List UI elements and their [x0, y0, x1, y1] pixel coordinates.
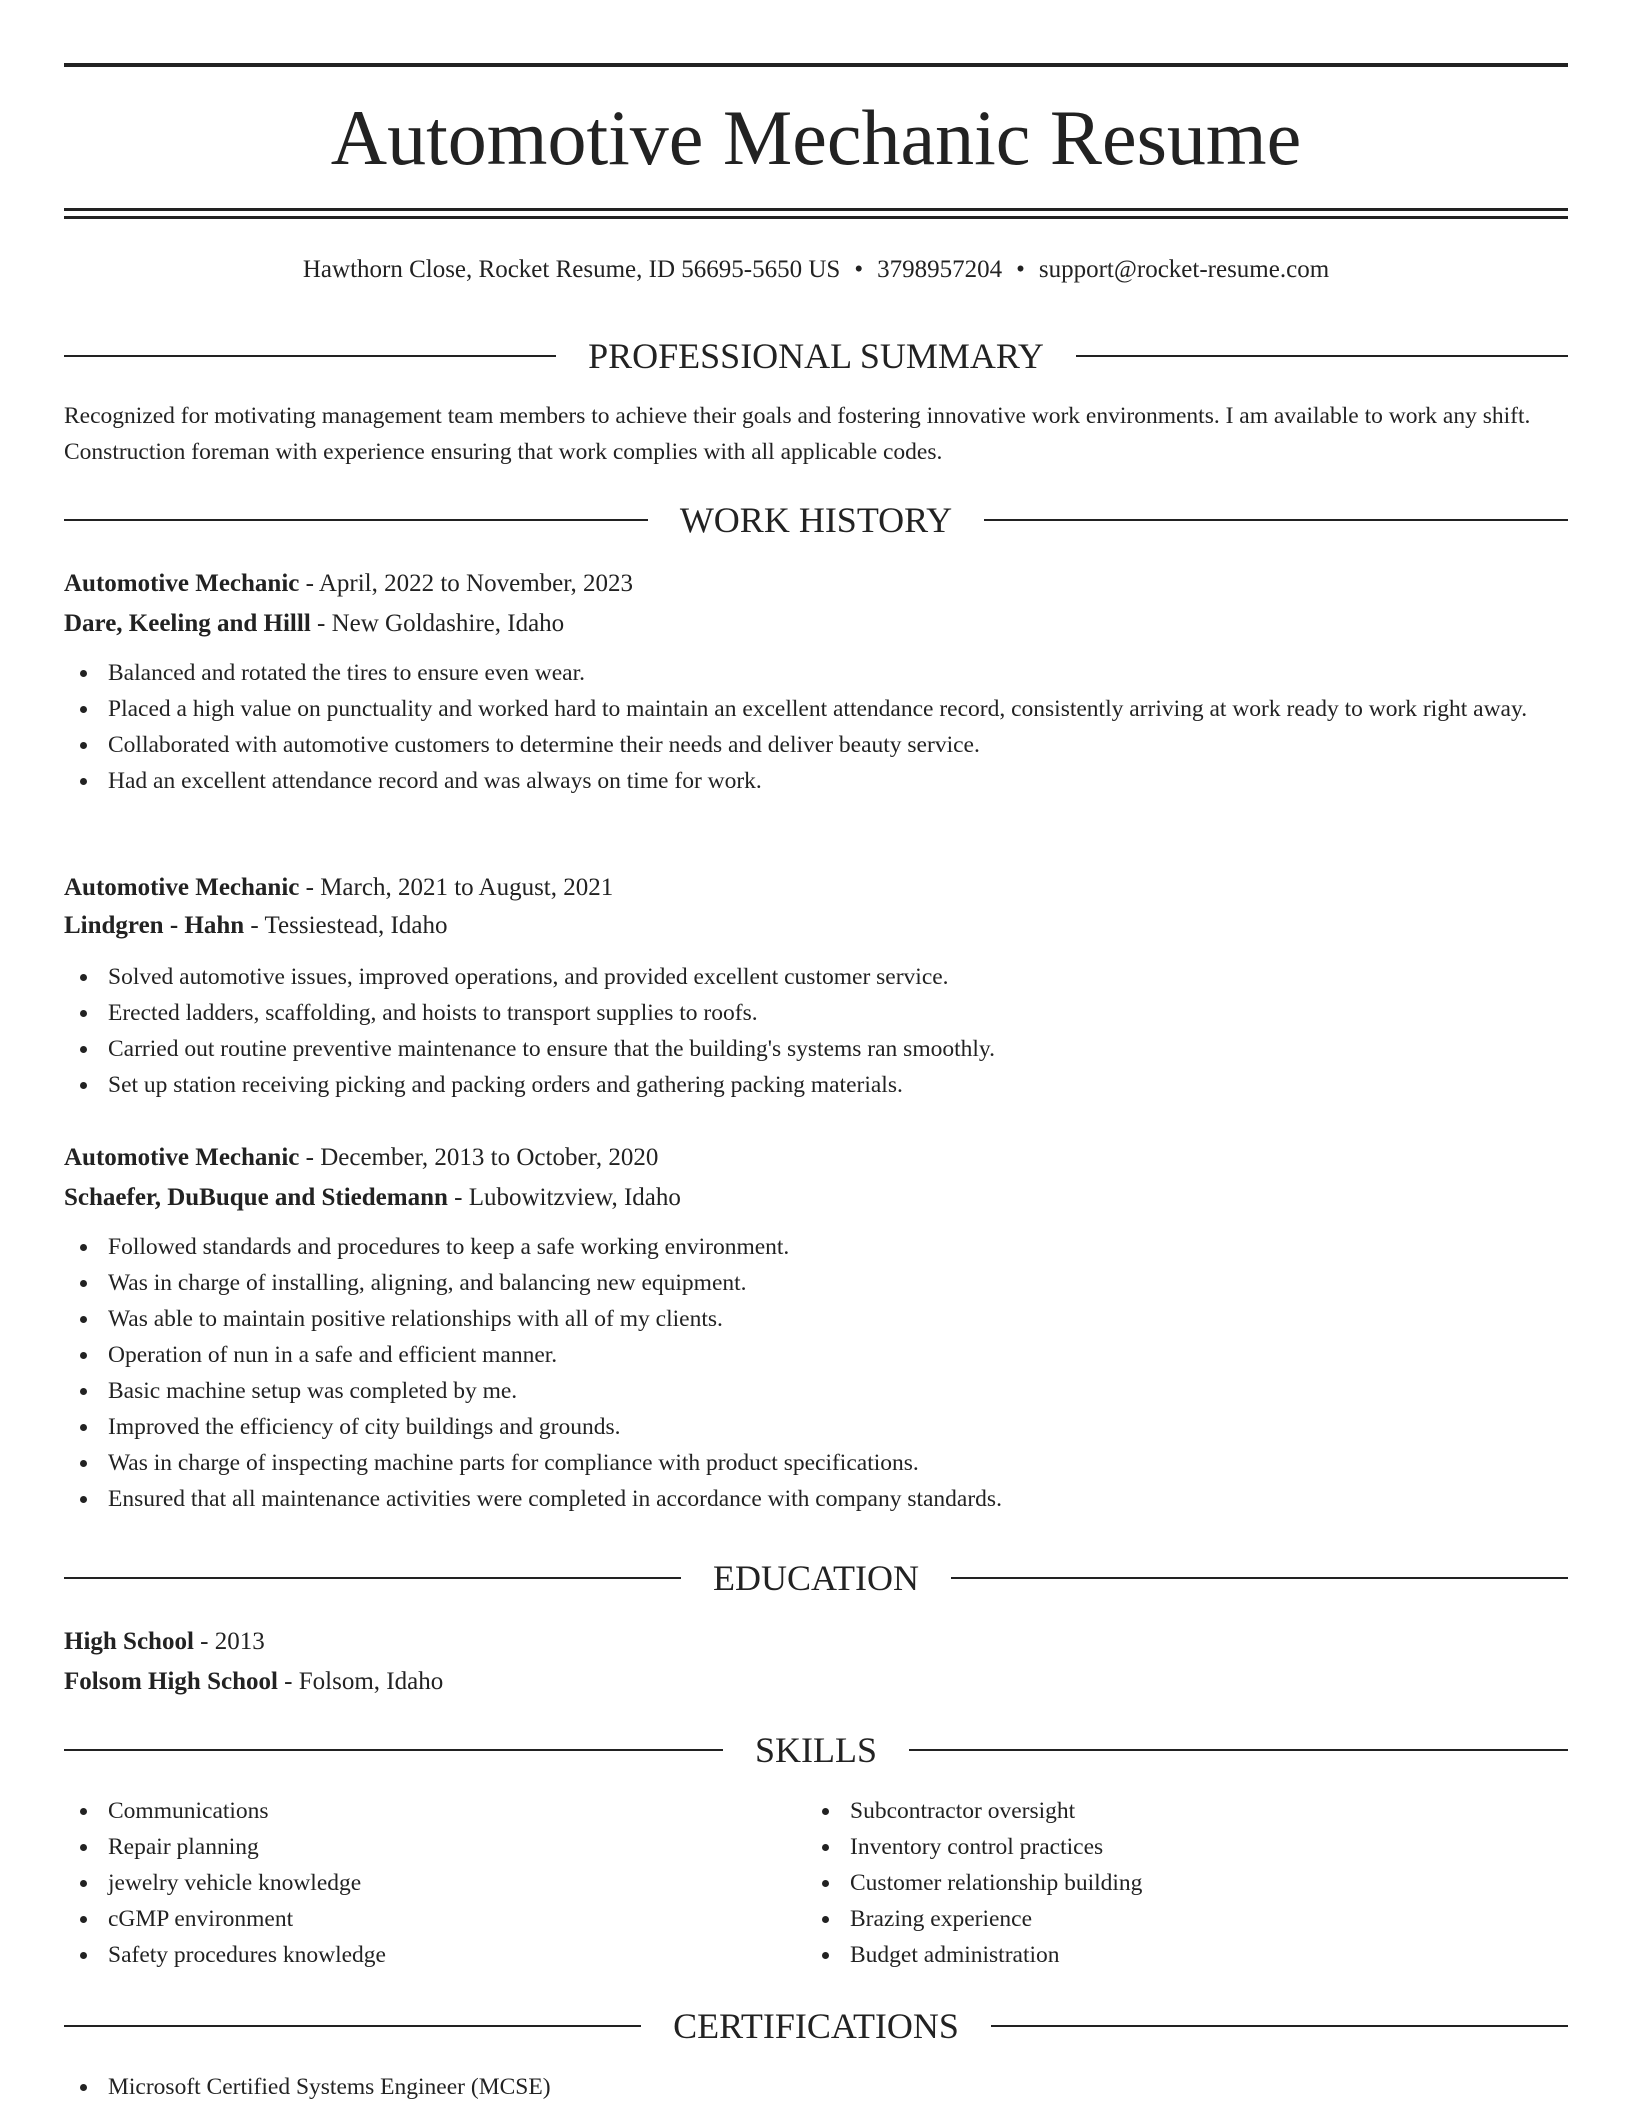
divider-line — [951, 1577, 1568, 1579]
list-item: Was in charge of installing, aligning, and balancing new equipment. — [64, 1265, 1568, 1301]
divider-line — [64, 1749, 723, 1751]
list-item: Subcontractor oversight — [806, 1793, 1506, 1829]
job-title: Automotive Mechanic — [64, 874, 300, 901]
section-heading-skills — [64, 1728, 1568, 1772]
job-dates: - March, 2021 to August, 2021 — [299, 874, 614, 901]
section-heading-education — [64, 1556, 1568, 1600]
divider-line — [64, 2025, 641, 2027]
divider-line — [1076, 355, 1568, 357]
job-bullets — [64, 959, 1568, 1103]
list-item: Ensured that all maintenance activities were completed in accordance with company standards. — [64, 1481, 1568, 1517]
list-item: Operation of nun in a safe and efficient manner. — [64, 1337, 1568, 1373]
list-item: Was in charge of inspecting machine parts for compliance with product specifications. — [64, 1445, 1568, 1481]
section-heading-certifications — [64, 2004, 1568, 2048]
list-item: Solved automotive issues, improved operations, and provided excellent customer service. — [64, 959, 1568, 995]
section-title: SKILLS — [755, 1730, 878, 1770]
job-company-line — [64, 907, 1568, 945]
section-title: PROFESSIONAL SUMMARY — [588, 336, 1044, 376]
list-item: Balanced and rotated the tires to ensure even wear. — [64, 655, 1568, 691]
divider-line — [991, 2025, 1568, 2027]
job-company: Lindgren - Hahn — [64, 912, 245, 939]
job-entry — [64, 869, 1568, 1103]
section-heading-summary — [64, 334, 1568, 378]
list-item: Brazing experience — [806, 1901, 1506, 1937]
divider-line — [984, 519, 1568, 521]
job-title: Automotive Mechanic — [64, 570, 300, 597]
list-item: Communications — [64, 1793, 764, 1829]
education-location: - Folsom, Idaho — [277, 1668, 444, 1695]
list-item: Repair planning — [64, 1829, 764, 1865]
divider-line — [64, 519, 648, 521]
list-item: Safety procedures knowledge — [64, 1937, 764, 1973]
contact-separator: • — [854, 256, 864, 283]
list-item: Carried out routine preventive maintenance to ensure that the building's systems ran smoothly. — [64, 1031, 1568, 1067]
job-location: - Tessiestead, Idaho — [244, 912, 448, 939]
job-entry — [64, 1139, 1568, 1517]
job-company-line — [64, 605, 1568, 643]
list-item: Set up station receiving picking and packing orders and gathering packing materials. — [64, 1067, 1568, 1103]
contact-phone: 3798957204 — [877, 256, 1003, 283]
job-bullets — [64, 655, 1568, 799]
education-year: - 2013 — [193, 1628, 265, 1655]
education-degree-line — [64, 1623, 1568, 1661]
job-dates: - December, 2013 to October, 2020 — [299, 1144, 659, 1171]
list-item: jewelry vehicle knowledge — [64, 1865, 764, 1901]
education-degree: High School — [64, 1628, 194, 1655]
title-rule-upper — [64, 208, 1568, 211]
list-item: Was able to maintain positive relationships with all of my clients. — [64, 1301, 1568, 1337]
job-bullets — [64, 1229, 1568, 1517]
summary-text: Recognized for motivating management team members to achieve their goals and fostering innovative work environments. I am available to work any shift. Construction foreman with experience ensuring that work complies with all applicable codes. — [64, 403, 1531, 465]
certifications-list — [64, 2069, 1568, 2105]
list-item: Collaborated with automotive customers to determine their needs and deliver beauty service. — [64, 727, 1568, 763]
job-entry — [64, 565, 1568, 799]
skills-list — [806, 1793, 1506, 1973]
list-item: Basic machine setup was completed by me. — [64, 1373, 1568, 1409]
list-item: Inventory control practices — [806, 1829, 1506, 1865]
education-school: Folsom High School — [64, 1668, 278, 1695]
job-location: - New Goldashire, Idaho — [310, 610, 565, 637]
list-item: Placed a high value on punctuality and worked hard to maintain an excellent attendance record, consistently arriving at work ready to work right away. — [64, 691, 1568, 727]
list-item: Customer relationship building — [806, 1865, 1506, 1901]
list-item: cGMP environment — [64, 1901, 764, 1937]
job-company: Schaefer, DuBuque and Stiedemann — [64, 1184, 448, 1211]
skills-column-left — [64, 1793, 764, 1973]
title-rule-lower — [64, 216, 1568, 219]
section-title: WORK HISTORY — [679, 500, 953, 540]
job-title: Automotive Mechanic — [64, 1144, 300, 1171]
education-entry — [64, 1623, 1568, 1701]
list-item: Budget administration — [806, 1937, 1506, 1973]
divider-line — [909, 1749, 1568, 1751]
list-item: Followed standards and procedures to keep a safe working environment. — [64, 1229, 1568, 1265]
section-heading-work — [64, 498, 1568, 542]
divider-line — [64, 355, 556, 357]
list-item: Had an excellent attendance record and was always on time for work. — [64, 763, 1568, 799]
page-title: Automotive Mechanic Resume — [330, 94, 1302, 181]
section-title: CERTIFICATIONS — [673, 2006, 959, 2046]
list-item: Improved the efficiency of city buildings and grounds. — [64, 1409, 1568, 1445]
divider-line — [64, 1577, 681, 1579]
job-title-line — [64, 869, 1568, 907]
job-title-line — [64, 565, 1568, 603]
section-title: EDUCATION — [713, 1558, 919, 1598]
job-company: Dare, Keeling and Hilll — [64, 610, 311, 637]
top-rule — [64, 63, 1568, 67]
contact-address: Hawthorn Close, Rocket Resume, ID 56695-5650 US — [302, 256, 841, 283]
contact-email: support@rocket-resume.com — [1038, 256, 1330, 283]
job-title-line — [64, 1139, 1568, 1177]
job-company-line — [64, 1179, 1568, 1217]
skills-column-right — [806, 1793, 1506, 1973]
contact-separator: • — [1016, 256, 1025, 283]
certifications-list-wrap — [64, 2069, 1568, 2105]
education-school-line — [64, 1663, 1568, 1701]
skills-list — [64, 1793, 764, 1973]
list-item: Microsoft Certified Systems Engineer (MCSE) — [64, 2069, 1568, 2105]
contact-line — [64, 252, 1568, 288]
job-location: - Lubowitzview, Idaho — [447, 1184, 681, 1211]
job-dates: - April, 2022 to November, 2023 — [299, 570, 634, 597]
list-item: Erected ladders, scaffolding, and hoists to transport supplies to roofs. — [64, 995, 1568, 1031]
